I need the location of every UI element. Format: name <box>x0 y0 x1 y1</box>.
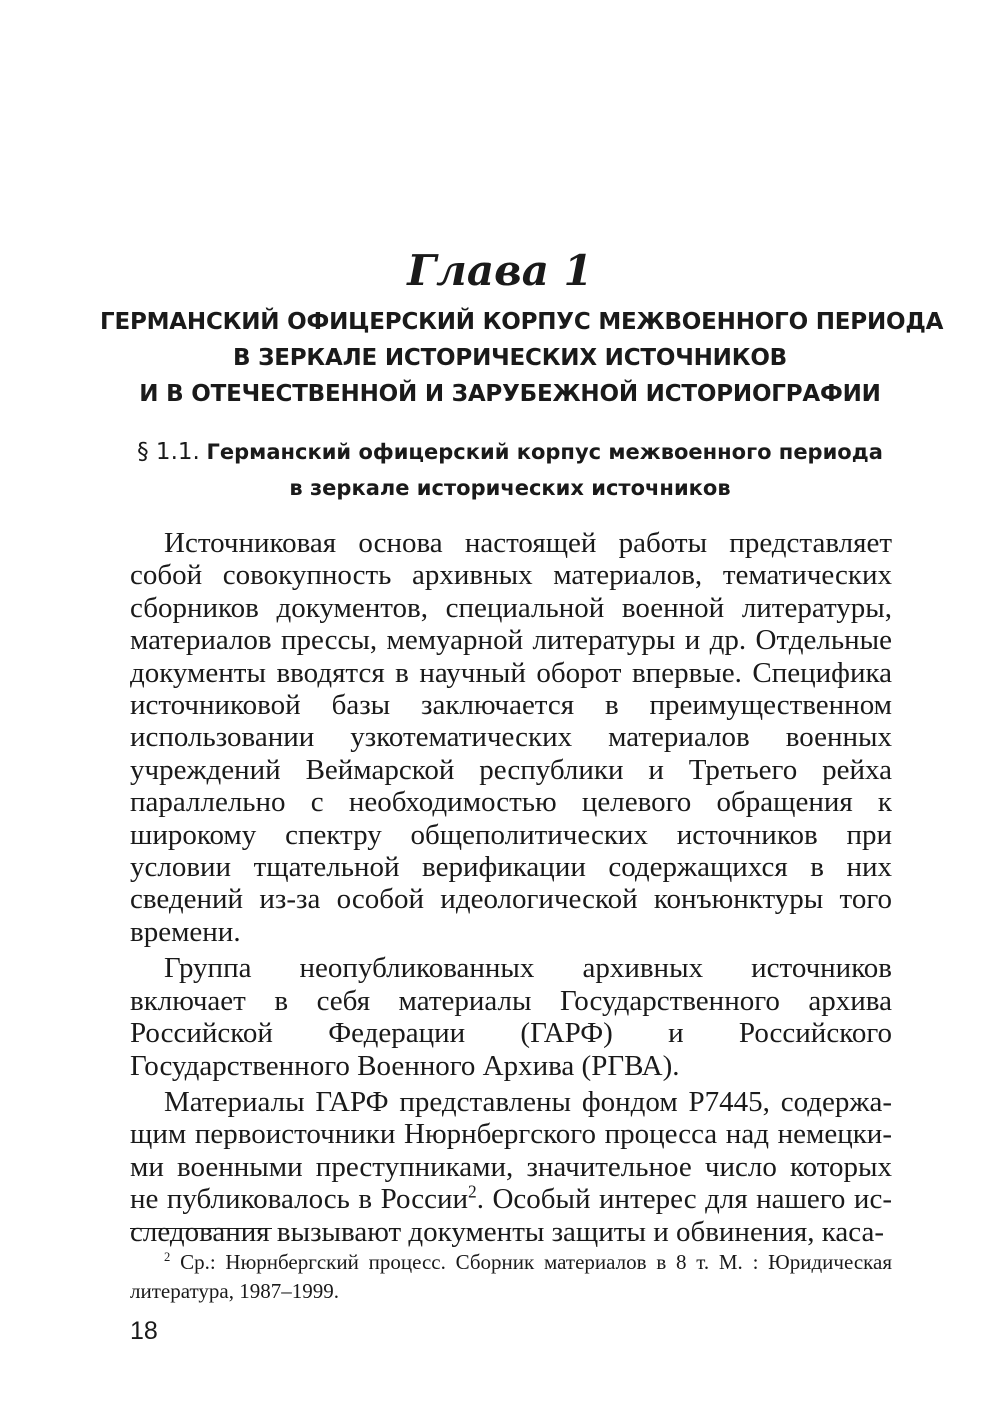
section-heading-line-1 <box>100 434 920 470</box>
section-heading <box>100 434 920 506</box>
section-number: § 1.1. <box>137 439 200 465</box>
footnote-text: Ср.: Нюрнбергский процесс. Сборник материалов в 8 т. М. : Юридическая литература, 1987–1999. <box>130 1250 892 1303</box>
footnote-marker: 2 <box>164 1250 171 1264</box>
paragraph: Источниковая основа настоящей работы представляет собой совокупность архивных материалов, тематических сборников документов, специальной военной литературы, материалов прессы, мемуарной литературы и др. Отдельные документы вводятся в научный оборот впервые. Специфика источниковой базы заключается в преимущественном использовании узкотематических материалов военных учреждений Веймарской республики и Третьего рейха параллельно с необходимостью целевого обращения к широкому спектру общеполитических источников при условии тщательной верификации содержащихся в них сведений из-за особой идеологической конъюнктуры того времени. <box>130 527 892 948</box>
section-title-part-2: в зеркале исторических источников <box>289 476 731 500</box>
paragraph-text: . Особый интерес для нашего исследования вызывают документы защиты и обвинения, каса- <box>130 1183 892 1248</box>
paragraph <box>130 1086 892 1248</box>
footnote-reference: 2 <box>468 1181 477 1202</box>
chapter-label: Глава 1 <box>407 246 593 295</box>
paragraph: Группа неопубликованных архивных источников включает в себя материалы Государственного архива Российской Федерации (ГАРФ) и Российского Государственного Военного Архива (РГВА). <box>130 952 892 1082</box>
paragraph-text: Материалы ГАРФ представлены фондом Р7445, содержащим первоисточники Нюрнбергского процесса над немецкими военными преступниками, значительное число которых не публиковалось в России <box>130 1085 892 1216</box>
body-text <box>130 527 892 1252</box>
chapter-title <box>100 304 944 412</box>
chapter-title-line: И В ОТЕЧЕСТВЕННОЙ И ЗАРУБЕЖНОЙ ИСТОРИОГРАФИИ <box>139 381 881 407</box>
chapter-title-line: В ЗЕРКАЛЕ ИСТОРИЧЕСКИХ ИСТОЧНИКОВ <box>232 345 788 371</box>
page-number: 18 <box>130 1317 158 1345</box>
footnote <box>130 1248 892 1306</box>
footnote-divider <box>130 1228 272 1229</box>
section-title-part-1: Германский офицерский корпус межвоенного периода <box>206 440 883 464</box>
chapter-title-line: ГЕРМАНСКИЙ ОФИЦЕРСКИЙ КОРПУС МЕЖВОЕННОГО ПЕРИОДА <box>100 309 944 335</box>
